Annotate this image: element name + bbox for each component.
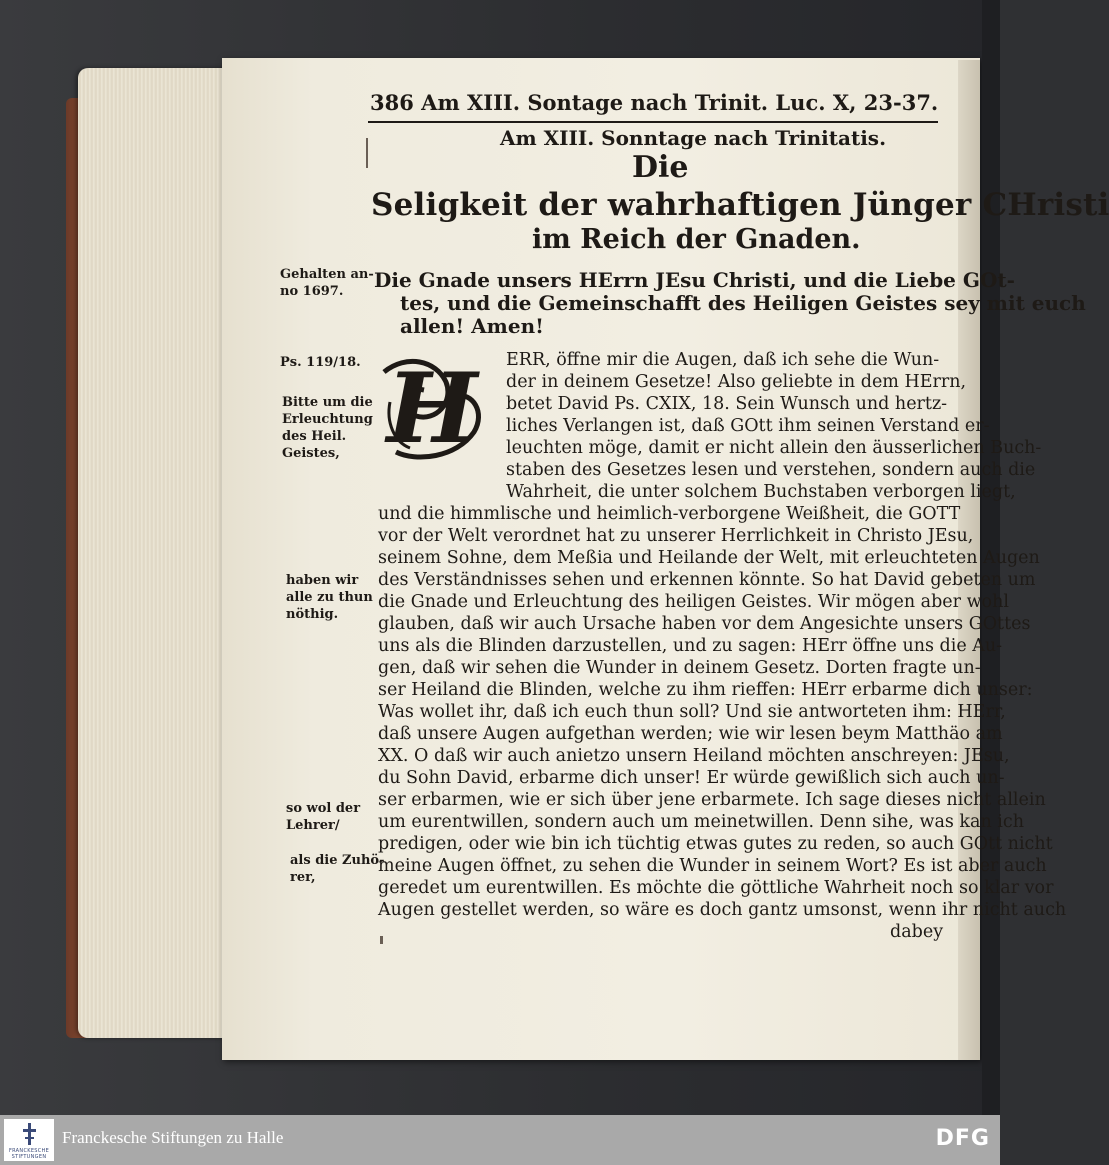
body-line: XX. O daß wir auch anietzo unsern Heiland möchten anschreyen: JEsu, — [378, 746, 1010, 766]
body-line: glauben, daß wir auch Ursache haben vor dem Angesichte unsers GOttes — [378, 614, 1031, 634]
institution-name[interactable]: Franckesche Stiftungen zu Halle — [62, 1128, 284, 1147]
body-line: seinem Sohne, dem Meßia und Heilande der Welt, mit erleuchteten Augen — [378, 548, 1040, 568]
margin-note-all-need: haben wir alle zu thun nöthig. — [286, 573, 373, 622]
body-line: uns als die Blinden darzustellen, und zu sagen: HErr öffne uns die Au- — [378, 636, 1003, 656]
body-line: staben des Gesetzes lesen und verstehen, sondern auch die — [506, 460, 1036, 480]
body-line: die Gnade und Erleuchtung des heiligen Geistes. Wir mögen aber wohl — [378, 592, 1009, 612]
sermon-title-sub: im Reich der Gnaden. — [532, 224, 861, 255]
sermon-subheading: Am XIII. Sonntage nach Trinitatis. — [500, 126, 887, 150]
franckesche-logo[interactable] — [4, 1119, 54, 1161]
initial-flourish-icon — [376, 352, 488, 464]
body-line: gen, daß wir sehen die Wunder in deinem Gesetz. Dorten fragte un- — [378, 658, 981, 678]
intro-line: Die Gnade unsers HErrn JEsu Christi, und die Liebe GOt- — [374, 268, 1015, 292]
body-line: ERR, öffne mir die Augen, daß ich sehe die Wun- — [506, 350, 940, 370]
logo-text: FRANCKESCHE STIFTUNGEN — [8, 1148, 50, 1160]
body-line: und die himmlische und heimlich-verborgene Weißheit, die GOTT — [378, 504, 961, 524]
footer-bar — [0, 1115, 1000, 1165]
running-head: 386 Am XIII. Sontage nach Trinit. Luc. X, 23-37. — [370, 90, 939, 115]
margin-note-listeners: als die Zuhö- rer, — [290, 853, 385, 885]
body-line: um eurentwillen, sondern auch um meinetwillen. Denn sihe, was kan ich — [378, 812, 1024, 832]
body-line: vor der Welt verordnet hat zu unserer Herrlichkeit in Christo JEsu, — [378, 526, 974, 546]
sermon-title: Seligkeit der wahrhaftigen Jünger CHristi — [371, 187, 1109, 223]
header-rule — [368, 121, 938, 123]
body-line: meine Augen öffnet, zu sehen die Wunder in seinem Wort? Es ist aber auch — [378, 856, 1047, 876]
body-line: liches Verlangen ist, daß GOtt ihm seinen Verstand er- — [506, 416, 990, 436]
body-line: ser Heiland die Blinden, welche zu ihm rieffen: HErr erbarme dich unser: — [378, 680, 1033, 700]
page-mark — [380, 936, 383, 944]
title-die: Die — [632, 150, 689, 185]
body-line: geredet um eurentwillen. Es möchte die göttliche Wahrheit noch so klar vor — [378, 878, 1054, 898]
initial-letter: H — [386, 351, 478, 465]
body-line: leuchten möge, damit er nicht allein den äusserlichen Buch- — [506, 438, 1042, 458]
margin-note-date: Gehalten an- no 1697. — [280, 267, 374, 299]
body-line: Wahrheit, die unter solchem Buchstaben verborgen liegt, — [506, 482, 1016, 502]
intro-line: allen! Amen! — [400, 314, 544, 338]
catchword: dabey — [890, 922, 944, 942]
margin-note-prayer: Bitte um die Erleuchtung des Heil. Geistes, — [282, 395, 373, 461]
body-line: Was wollet ihr, daß ich euch thun soll? Und sie antworteten ihm: HErr, — [378, 702, 1006, 722]
body-line: Augen gestellet werden, so wäre es doch gantz umsonst, wenn ihr nicht auch — [378, 900, 1067, 920]
gutter-mark — [366, 138, 368, 168]
body-line: daß unsere Augen aufgethan werden; wie wir lesen beym Matthäo am — [378, 724, 1003, 744]
body-line: ser erbarmen, wie er sich über jene erbarmete. Ich sage dieses nicht allein — [378, 790, 1046, 810]
body-line: des Verständnisses sehen und erkennen könnte. So hat David gebeten um — [378, 570, 1036, 590]
body-line: betet David Ps. CXIX, 18. Sein Wunsch und hertz- — [506, 394, 948, 414]
dfg-logo[interactable]: DFG — [935, 1126, 990, 1151]
margin-note-teacher: so wol der Lehrer/ — [286, 801, 361, 833]
decorated-initial — [376, 352, 488, 464]
body-line: der in deinem Gesetze! Also geliebte in dem HErrn, — [506, 372, 967, 392]
intro-line: tes, und die Gemeinschafft des Heiligen Geistes sey mit euch — [400, 291, 1086, 315]
body-line: predigen, oder wie bin ich tüchtig etwas gutes zu reden, so auch GOtt nicht — [378, 834, 1053, 854]
body-line: du Sohn David, erbarme dich unser! Er würde gewißlich sich auch un- — [378, 768, 1005, 788]
margin-note-psalm: Ps. 119/18. — [280, 355, 361, 370]
institution-emblem-icon — [23, 1123, 36, 1145]
